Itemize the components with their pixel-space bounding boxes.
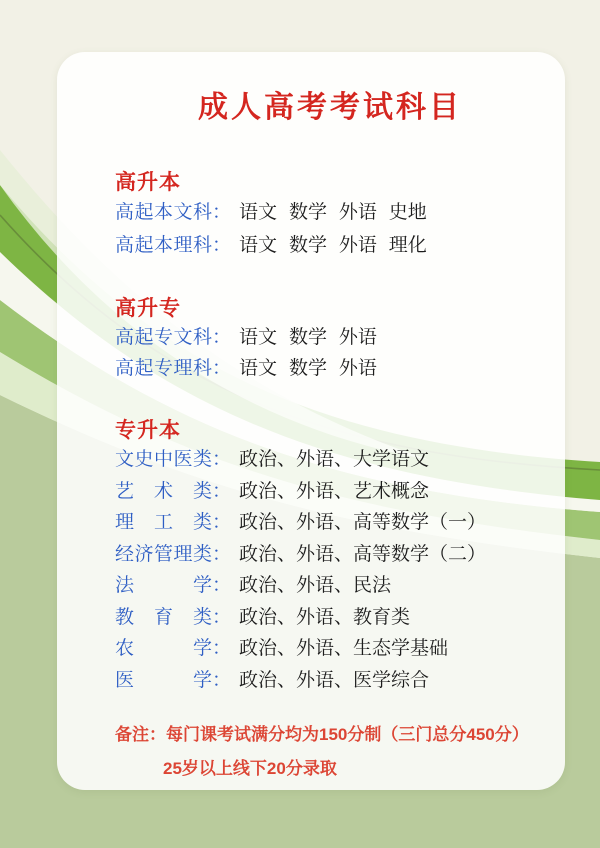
subject-row	[115, 507, 545, 539]
label-colon: ：	[212, 449, 232, 470]
label-colon: ：	[212, 202, 232, 223]
label-colon: ：	[212, 606, 232, 628]
note-label: 备注：	[115, 725, 166, 744]
label-colon: ：	[212, 235, 232, 256]
subject-row	[115, 444, 545, 476]
subjects-text: 政治、外语、大学语文	[239, 449, 430, 470]
label-colon: ：	[212, 669, 232, 691]
track-label: 医学	[115, 669, 212, 691]
section-gaoshengzhuan	[115, 296, 545, 384]
label-colon: ：	[212, 512, 232, 533]
section-heading-gaoshengzhuan: 高升专	[115, 297, 181, 320]
subjects-text: 政治、外语、民法	[239, 575, 392, 596]
note-line-2: 25岁以上线下20分录取	[163, 759, 337, 778]
subject-row	[115, 539, 545, 571]
subjects-text: 语文 数学 外语	[239, 327, 377, 348]
track-label: 高起本文科	[115, 202, 212, 223]
track-label: 高起专理科	[115, 358, 212, 379]
section-heading-gaoshengben: 高升本	[115, 171, 181, 194]
section-gaoshengben	[115, 170, 545, 262]
subjects-text: 政治、外语、教育类	[239, 606, 411, 628]
subjects-text: 语文 数学 外语 理化	[239, 235, 427, 256]
section-heading-zhuanshengben: 专升本	[115, 419, 181, 442]
subjects-text: 语文 数学 外语	[239, 358, 377, 379]
track-label: 法学	[115, 575, 212, 596]
subject-row	[115, 633, 545, 665]
subjects-text: 语文 数学 外语 史地	[239, 202, 427, 223]
track-label: 经济管理类	[115, 543, 212, 565]
label-colon: ：	[212, 638, 232, 659]
content-card	[57, 52, 565, 790]
track-label: 教育类	[115, 606, 212, 628]
note-line-1	[115, 718, 545, 752]
subject-row	[115, 322, 545, 353]
track-label: 高起专文科	[115, 327, 212, 348]
subject-row	[115, 196, 545, 229]
track-label: 文史中医类	[115, 449, 212, 470]
poster-title: 成人高考考试科目	[198, 91, 462, 124]
track-label: 农学	[115, 638, 212, 659]
section-zhuanshengben	[115, 418, 545, 696]
label-colon: ：	[212, 480, 232, 502]
subject-row	[115, 353, 545, 384]
track-label: 艺术类	[115, 480, 212, 502]
note-text: 每门课考试满分均为150分制（三门总分450分）	[166, 725, 529, 744]
subject-row	[115, 229, 545, 262]
subject-row	[115, 665, 545, 697]
label-colon: ：	[212, 358, 232, 379]
label-colon: ：	[212, 575, 232, 596]
subjects-text: 政治、外语、生态学基础	[239, 638, 449, 659]
label-colon: ：	[212, 327, 232, 348]
subjects-text: 政治、外语、高等数学（二）	[239, 543, 487, 565]
subjects-text: 政治、外语、医学综合	[239, 669, 430, 691]
subject-row	[115, 602, 545, 634]
track-label: 理工类	[115, 512, 212, 533]
subject-row	[115, 570, 545, 602]
note-block	[115, 718, 545, 786]
label-colon: ：	[212, 543, 232, 565]
subjects-text: 政治、外语、高等数学（一）	[239, 512, 487, 533]
subjects-text: 政治、外语、艺术概念	[239, 480, 430, 502]
subject-row	[115, 476, 545, 508]
track-label: 高起本理科	[115, 235, 212, 256]
